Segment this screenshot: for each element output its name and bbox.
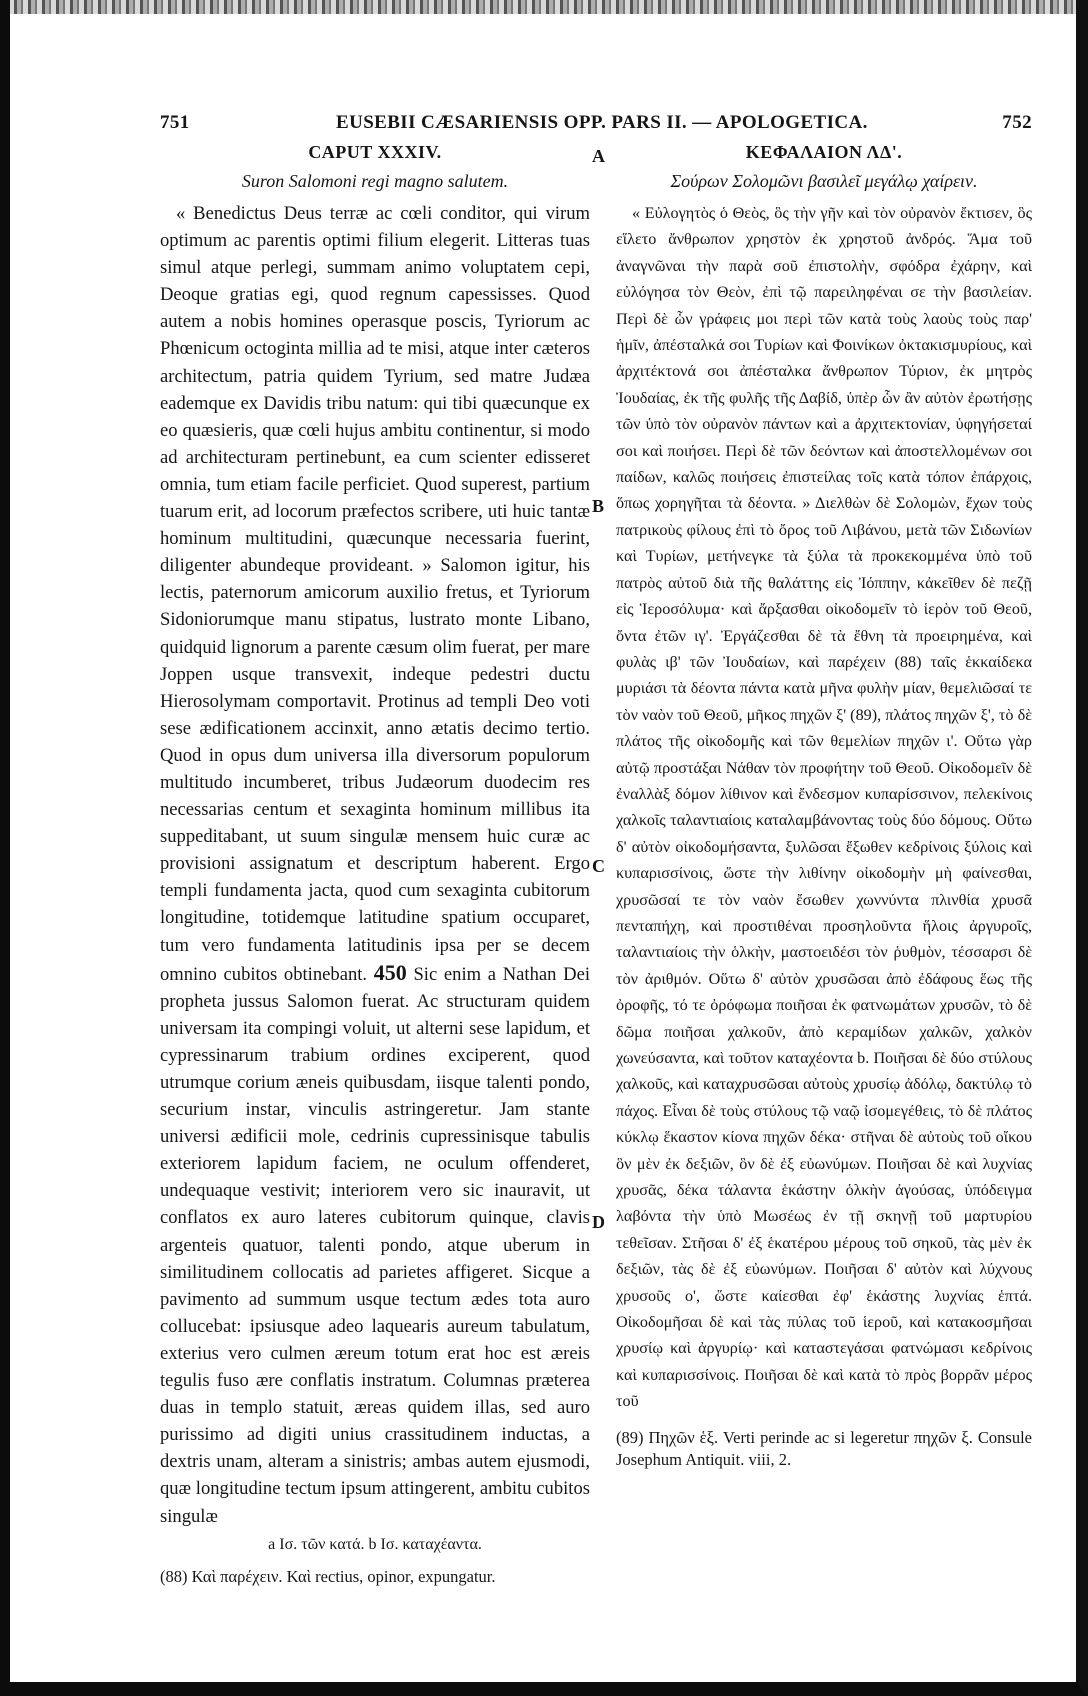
latin-text (160, 200, 590, 1530)
page-number-left: 751 (160, 112, 190, 133)
original-page-marker: 450 (373, 959, 407, 985)
margin-letter-d: D (592, 1212, 605, 1232)
latin-column (160, 138, 590, 1588)
margin-letter-a: A (592, 146, 605, 166)
critical-apparatus: a Ισ. τῶν κατά. b Ισ. καταχέαντα. (268, 1535, 482, 1553)
page-number-right: 752 (1002, 112, 1032, 133)
letter-salutation-latin: Suron Salomoni regi magno salutem. (241, 171, 509, 191)
greek-column (616, 138, 1032, 1471)
latin-text-part2: Sic enim a Nathan Dei propheta jussus Salomon fuerat. Ac structuram quidem universam ita compingi voluit, ut alterni sese lapidum, et cypressinarum trabium ordines exciperent, quod utrumque corium æneis quibusdam, iisque talenti pondo, securium instar, vinculis astringeretur. Jam stante universi ædificii mole, cedrinis cupressinisque tabulis exteriorem lapidum faciem, ne oculum offenderet, undequaque vestivit; interiorem vero sic inauravit, ut conflatos ex auro lateres cubitorum quinque, clavis argenteis quatuor, talenti pondo, atque uberum in similitudinem collocatis ad parietes affigeret. Sicque a pavimento ad summum usque tectum ædes tota auro collucebat: ipsiusque adeo laquearis aureum tabulatum, exterius vero culmen æreum totum erat hoc est æreis tegulis fuso ære conflatis instratum. Columnas præterea duas in templo statuit, æreas quidem illas, sed auro purissimo ad digiti unius crassitudinem inductas, a dextris unam, alteram a sinistris; ambas autem ejusmodi, quæ longitudine tectum ipsum attingerent, ambitu cubitos singulæ (160, 963, 590, 1527)
footnote-88: (88) Καὶ παρέχειν. Καὶ rectius, opinor, expungatur. (160, 1566, 496, 1586)
chapter-heading-latin: CAPUT XXXIV. (308, 142, 442, 162)
greek-text: « Εὐλογητὸς ὁ Θεὸς, ὃς τὴν γῆν καὶ τὸν οὐρανὸν ἔκτισεν, ὃς εἵλετο ἄνθρωπον χρηστὸν ἐκ χρηστοῦ ἀνδρός. Ἅμα τοῦ ἀναγνῶναι τὴν παρὰ σοῦ ἐπιστολὴν, σφόδρα ἐχάρην, καὶ εὐλόγησα τὸν Θεὸν, ἐπὶ τῷ παρειληφέναι σε τὴν βασιλείαν. Περὶ δὲ ὧν γράφεις μοι περὶ τῶν κατὰ τοὺς λαοὺς τοὺς παρ' ἡμῖν, ἀπέσταλκά σοι Τυρίων καὶ Φοινίκων ὀκτακισμυρίους, καὶ ἀρχιτέκτονά σοι ἀπέσταλκα ἄνθρωπον Τύριον, ἐκ μητρὸς Ἰουδαίας, ἐκ τῆς φυλῆς τῆς Δαβίδ, ὑπὲρ ὧν ἂν αὐτὸν ἐρωτήσῃς τῶν ὑπὸ τὸν οὐρανὸν πάντων καὶ a ἀρχιτεκτονίαν, ὑφηγήσεταί σοι καὶ ποιήσει. Περὶ δὲ τῶν δεόντων καὶ ἀποστελλομένων σοι παίδων, καλῶς ποιήσεις ἐπιστείλας τοῖς κατὰ τόπον ἐπάρχοις, ὅπως χορηγῆται τὰ δέοντα. » Διελθὼν δὲ Σολομὼν, ἔχων τοὺς πατρικοὺς φίλους ἐπὶ τὸ ὄρος τοῦ Λιβάνου, μετὰ τῶν Σιδωνίων καὶ Τυρίων, μετήνεγκε τὰ ξύλα τὰ προκεκομμένα ὑπὸ τοῦ πατρὸς αὐτοῦ διὰ τῆς θαλάττης εἰς Ἰόππην, κἀκεῖθεν δὲ πεζῇ εἰς Ἱεροσόλυμα· καὶ ἄρξασθαι οἰκοδομεῖν τὸ ἱερὸν τοῦ Θεοῦ, ὄντα ἐτῶν ιγ'. Ἐργάζεσθαι δὲ τὰ ἔθνη τὰ προειρημένα, καὶ φυλὰς ιβ' τῶν Ἰουδαίων, καὶ παρέχειν (88) ταῖς ἑκκαίδεκα μυριάσι τὰ δέοντα πάντα κατὰ μῆνα φυλὴν μίαν, θεμελιῶσαί τε τὸν ναὸν τοῦ Θεοῦ, μῆκος πηχῶν ξ' (89), πλάτος πηχῶν ξ', τὸ δὲ πλάτος τῆς οἰκοδομῆς καὶ τῶν θεμελίων πηχῶν ι'. Οὕτω γὰρ αὐτῷ προστάξαι Νάθαν τὸν προφήτην τοῦ Θεοῦ. Οἰκοδομεῖν δὲ ἐναλλὰξ δόμον λίθινον καὶ ἔνδεσμον κυπαρίσσινον, πελεκίνοις χαλκοῖς ταλαντιαίοις καταλαμβάνοντας τοὺς δύο δόμους. Οὕτω δ' αὐτὸν οἰκοδομήσαντα, ξυλῶσαι ἔξωθεν κεδρίνοις ξύλοις καὶ κυπαρισσίνοις, ὥστε τὴν λιθίνην οἰκοδομὴν μὴ φαίνεσθαι, χρυσῶσαί τε τὸν ναὸν ἔσωθεν χωννύντα πλινθία χρυσᾶ πενταπήχη, καὶ προστιθέναι προσηλοῦντα ἥλοις ἀργυροῖς, ταλαντιαίοις τὴν ὁλκὴν, μαστοειδέσι τὸν ῥυθμὸν, τέσσαρσι δὲ τὸν ἀριθμόν. Οὕτω δ' αὐτὸν χρυσῶσαι ἀπὸ ἐδάφους ἕως τῆς ὀροφῆς, τό τε ὀρόφωμα ποιῆσαι ἐκ φατνωμάτων χρυσῶν, τὸ δὲ δῶμα ποιῆσαι χαλκοῦν, ἀπὸ κεραμίδων χαλκῶν, χαλκὸν χωνεύσαντα, καὶ τοῦτον καταχέοντα b. Ποιῆσαι δὲ δύο στύλους χαλκοῦς, καὶ καταχρυσῶσαι αὐτοὺς χρυσίῳ ἀδόλῳ, δακτύλῳ τὸ πάχος. Εἶναι δὲ τοὺς στύλους τῷ ναῷ ἰσομεγέθεις, τὸ δὲ πλάτος κύκλῳ ἕκαστον κίονα πηχῶν δέκα· στῆναι δὲ αὐτοὺς τοῦ οἴκου ὃν μὲν ἐκ δεξιῶν, ὃν δὲ ἐξ εὐωνύμων. Ποιῆσαι δὲ καὶ λυχνίας χρυσᾶς, δέκα τάλαντα ἑκάστην ὁλκὴν ἀγούσας, ὑπόδειγμα λαβόντα τὴν ὑπὸ Μωσέως ἐν τῇ σκηνῇ τοῦ μαρτυρίου τεθεῖσαν. Στῆσαι δ' ἐξ ἑκατέρου μέρους τοῦ σηκοῦ, τὰς μὲν ἐκ δεξιῶν, τὰς δὲ ἐξ εὐωνύμων. Ποιῆσαι δ' αὐτὸν καὶ λύχνους χρυσοῦς ο', ὥστε καίεσθαι ἐφ' ἑκάστης λυχνίας ἑπτά. Οἰκοδομῆσαι δὲ καὶ τὰς πύλας τοῦ ἱεροῦ, καὶ κατακοσμῆσαι χρυσίῳ καὶ ἀργυρίῳ· καὶ καταστεγάσαι φατνώμασι κεδρίνοις καὶ κυπαρισσίνοις. Ποιῆσαι δὲ καὶ κατὰ τὸ πρὸς βορρᾶν μέρος τοῦ (616, 204, 1032, 1411)
margin-letter-c: C (592, 856, 605, 876)
running-title: EUSEBII CÆSARIENSIS OPP. PARS II. — APOLOGETICA. (336, 112, 868, 133)
latin-text-part1: « Benedictus Deus terræ ac cœli conditor, qui virum optimum ac parentis optimi filium elegerit. Litteras tuas simul atque perlegi, summam animo voluptatem cepi, Deoque gratias egi, quod regnum capessisses. Quod autem a nobis homines operasque poscis, Tyriorum ac Phœnicum octoginta millia ad te misi, atque inter cæteros architectum, patria quidem Tyrium, sed matre Judæa eademque ex Davidis tribu natum: qui tibi quæcunque ex eo quæsieris, quæ cœli hujus ambitu continentur, si modo ad architecturam pertinebunt, ea cum scienter edisseret omnia, tum etiam facile perficiet. Quod superest, partium tuarum erit, ad locorum præfectos scribere, uti huic tantæ hominum multitudini, quæcunque necessaria fuerint, diligenter abundeque provideant. » Salomon igitur, his lectis, paternorum amicorum auxilio fretus, et Tyriorum Sidoniorumque manu stipatus, lustrato monte Libano, quidquid lignorum a parente cæsum olim fuerat, per mare Joppen usque transvexit, indeque pedestri ductu Hierosolymam comportavit. Protinus ad templi Deo voti sese ædificationem accinxit, anno ætatis decimo tertio. Quod in opus dum universa illa diversorum populorum multitudo incumberet, tribus Judæorum duodecim res necessarias centum et sexaginta hominum millibus ita suppeditabant, ut suum singulæ mensem huic curæ ac provisioni assignatum et descriptum haberent. Ergo templi fundamenta jacta, quod cum sexaginta cubitorum longitudine, totidemque latitudine spatium occuparet, tum vero fundamenta latitudinis ipsa per se decem omnino cubitos obtinebant. (160, 203, 590, 985)
margin-letter-b: B (592, 496, 605, 516)
chapter-heading-greek: ΚΕΦΑΛΑΙΟΝ ΛΔ'. (745, 142, 903, 162)
running-header (160, 108, 1032, 138)
letter-salutation-greek: Σούρων Σολομῶνι βασιλεῖ μεγάλῳ χαίρειν. (670, 171, 978, 191)
footnote-89: (89) Πηχῶν ἑξ. Verti perinde ac si legeretur πηχῶν ξ. Consule Josephum Antiquit. viii, 2. (616, 1427, 1032, 1469)
